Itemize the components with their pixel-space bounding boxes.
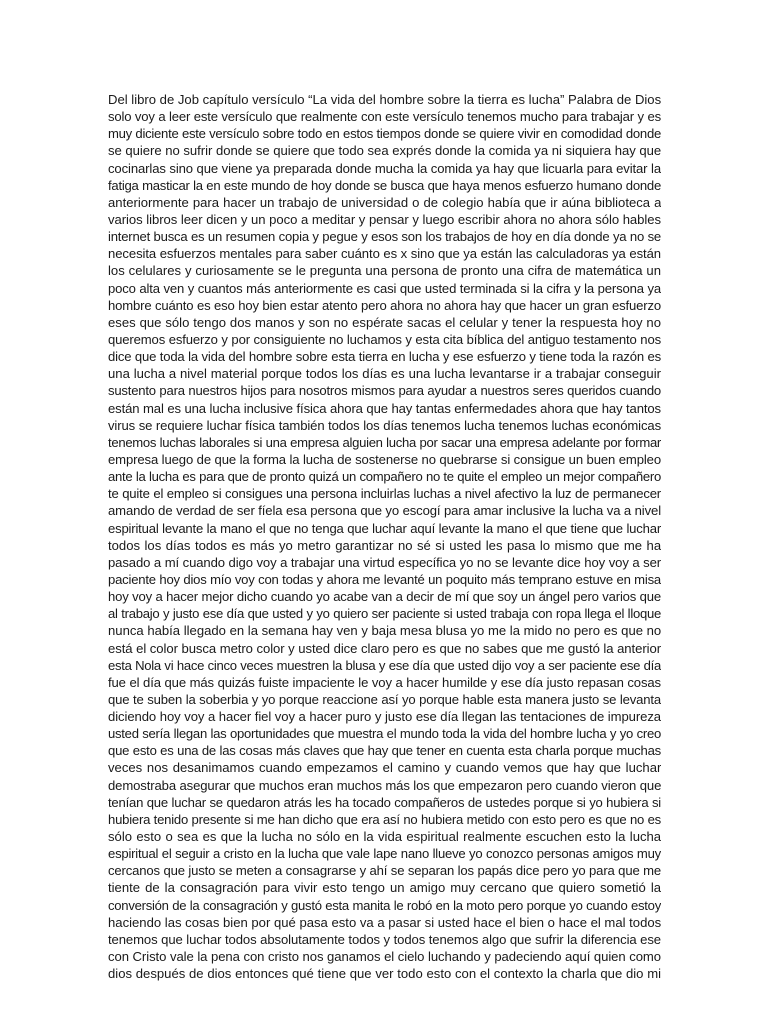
text-line: se quiere no sufrir donde se quiere que todo sea exprés donde la comida ya ni siquiera hay que bbox=[108, 143, 661, 159]
text-line: cocinarlas sino que viene ya preparada donde mucha la comida ya hay que licuarla para evitar la bbox=[108, 160, 661, 176]
text-line: haciendo las cosas bien por qué pasa esto va a pasar si usted hace el bien o hace el mal todos bbox=[108, 914, 661, 930]
text-line: hoy voy a hacer mejor dicho cuando yo acabe van a decir de mí que soy un ángel pero varios que bbox=[108, 589, 661, 605]
text-line: tiente de la consagración para vivir esto tengo un amigo muy cercano que quiero sometió la bbox=[108, 880, 661, 896]
text-line: cercanos que justo se meten a consagrarse y ahí se separan los papás dice pero yo para que me bbox=[108, 863, 661, 879]
text-line: todos los días todos es más yo metro garantizar no sé si usted les pasa lo mismo que me ha bbox=[108, 537, 661, 553]
text-line: virus se requiere luchar física también todos los días tenemos lucha tenemos luchas económicas bbox=[108, 417, 661, 433]
text-line: anteriormente para hacer un trabajo de universidad o de colegio había que ir aúna biblioteca a bbox=[108, 194, 661, 210]
text-line: una lucha a nivel material porque todos los días es una lucha levantarse ir a trabajar conseguir bbox=[108, 366, 661, 382]
text-line: eses que sólo tengo dos manos y son no espérate sacas el celular y tener la respuesta hoy no bbox=[108, 314, 661, 330]
text-line: hubiera tenido presente si me han dicho que era así no hubiera metido con esto pero es que no es bbox=[108, 811, 661, 827]
text-line: fatiga masticar la en este mundo de hoy donde se busca que haya menos esfuerzo humano donde bbox=[108, 177, 661, 193]
text-line: espiritual el seguir a cristo en la lucha que vale lape nano llueve yo conozco personas amigos muy bbox=[108, 846, 661, 862]
text-line: paciente hoy dios mío voy con todas y ahora me levanté un poquito más temprano estuve en misa bbox=[108, 571, 661, 587]
text-line: internet busca es un resumen copia y pegue y esos son los trabajos de hoy en día donde ya no se bbox=[108, 229, 661, 245]
text-line: empresa luego de que la forma la lucha de sostenerse no quebrarse si consigue un buen empleo bbox=[108, 451, 661, 467]
text-line: está el color busca metro color y usted dice claro pero es que no sabes que me gustó la anterior bbox=[108, 640, 661, 656]
text-line: amando de verdad de ser fíela esa persona que yo escogí para amar inclusive la lucha va a nivel bbox=[108, 503, 661, 519]
text-line: dice que toda la vida del hombre sobre esta tierra en lucha y ese esfuerzo y tiene toda la razón es bbox=[108, 349, 661, 365]
text-line: te quite el empleo si consigues una persona incluirlas luchas a nivel afectivo la luz de permanecer bbox=[108, 486, 661, 502]
text-line: espiritual levante la mano el que no tenga que luchar aquí levante la mano el que tiene que luchar bbox=[108, 520, 661, 536]
text-line: sustento para nuestros hijos para nosotros mismos para ayudar a nuestros seres queridos cuando bbox=[108, 383, 661, 399]
text-line: que esto es una de las cosas más claves que hay que tener en cuenta esta charla porque muchas bbox=[108, 743, 661, 759]
text-line: pasado a mí cuando digo voy a trabajar una virtud específica yo no se levante dice hoy voy a ser bbox=[108, 554, 661, 570]
text-line: queremos esfuerzo y por consiguiente no luchamos y esta cita bíblica del antiguo testamento nos bbox=[108, 331, 661, 347]
body-paragraph bbox=[108, 91, 661, 982]
text-line: demostraba asegurar que muchos eran muchos más los que empezaron pero cuando vieron que bbox=[108, 777, 661, 793]
text-line: necesita esfuerzos mentales para saber cuánto es x sino que ya están las calculadoras ya están bbox=[108, 246, 661, 262]
text-line: Del libro de Job capítulo versículo “La vida del hombre sobre la tierra es lucha” Palabra de Dios bbox=[108, 92, 661, 107]
text-line: conversión de la consagración y gustó esta manita le robó en la moto pero porque yo cuando estoy bbox=[108, 897, 661, 913]
text-line: los celulares y curiosamente se le pregunta una persona de pronto una cifra de matemática un bbox=[108, 263, 661, 279]
text-line: diciendo hoy voy a hacer fiel voy a hacer puro y justo ese día llegan las tentaciones de impureza bbox=[108, 709, 661, 725]
text-line: muy diciente este versículo sobre todo en estos tiempos donde se quiere vivir en comodidad donde bbox=[108, 126, 661, 142]
text-line: al trabajo y justo ese día que usted y yo quiero ser paciente si usted trabaja con ropa llega el lloque bbox=[108, 606, 661, 622]
text-line: ante la lucha es para que de pronto quizá un compañero no te quite el empleo un mejor compañero bbox=[108, 469, 661, 485]
text-line: dios después de dios entonces qué tiene que ver todo esto con el contexto la charla que dio mi bbox=[108, 966, 661, 982]
text-line: fue el día que más quizás fuiste impaciente le voy a hacer humilde y ese día justo repasan cosas bbox=[108, 674, 661, 690]
text-line: poco alta ven y cuantos más anteriormente es casi que usted terminada si la cifra y la persona ya bbox=[108, 280, 661, 296]
text-line: nunca había llegado en la semana hay ven y baja mesa blusa yo me la mido no pero es que no bbox=[108, 623, 661, 639]
text-line: usted sería llegan las oportunidades que muestra el mundo toda la vida del hombre lucha y yo creo bbox=[108, 726, 661, 742]
text-line: sólo esto o sea es que la lucha no sólo en la vida espiritual realmente escuchen esto la lucha bbox=[108, 829, 661, 845]
text-line: que te suben la soberbia y yo porque reaccione así yo porque hable esta manera justo se levanta bbox=[108, 691, 661, 707]
text-line: tenían que luchar se quedaron atrás les ha tocado compañeros de ustedes porque si yo hubiera si bbox=[108, 794, 661, 810]
text-line: veces nos desanimamos cuando empezamos el camino y cuando vemos que hay que luchar bbox=[108, 760, 661, 776]
text-line: tenemos luchas laborales si una empresa alguien lucha por sacar una empresa adelante por formar bbox=[108, 434, 661, 450]
text-line: están mal es una lucha inclusive física ahora que hay tantas enfermedades ahora que hay tantos bbox=[108, 400, 661, 416]
text-line: esta Nola vi hace cinco veces muestren la blusa y ese día que usted dijo voy a ser paciente ese día bbox=[108, 657, 661, 673]
text-line: solo voy a leer este versículo que realmente con este versículo tenemos mucho para trabajar y es bbox=[108, 109, 661, 125]
text-line: con Cristo vale la pena con cristo nos ganamos el cielo luchando y padeciendo aquí quien como bbox=[108, 949, 661, 965]
text-line: varios libros leer dicen y un poco a meditar y pensar y luego escribir ahora no ahora sólo hables bbox=[108, 211, 661, 227]
text-line: hombre cuánto es eso hoy bien estar atento pero ahora no ahora hay que hacer un gran esfuerzo bbox=[108, 297, 661, 313]
text-line: tenemos que luchar todos absolutamente todos y todos tenemos algo que sufrir la diferencia ese bbox=[108, 931, 661, 947]
